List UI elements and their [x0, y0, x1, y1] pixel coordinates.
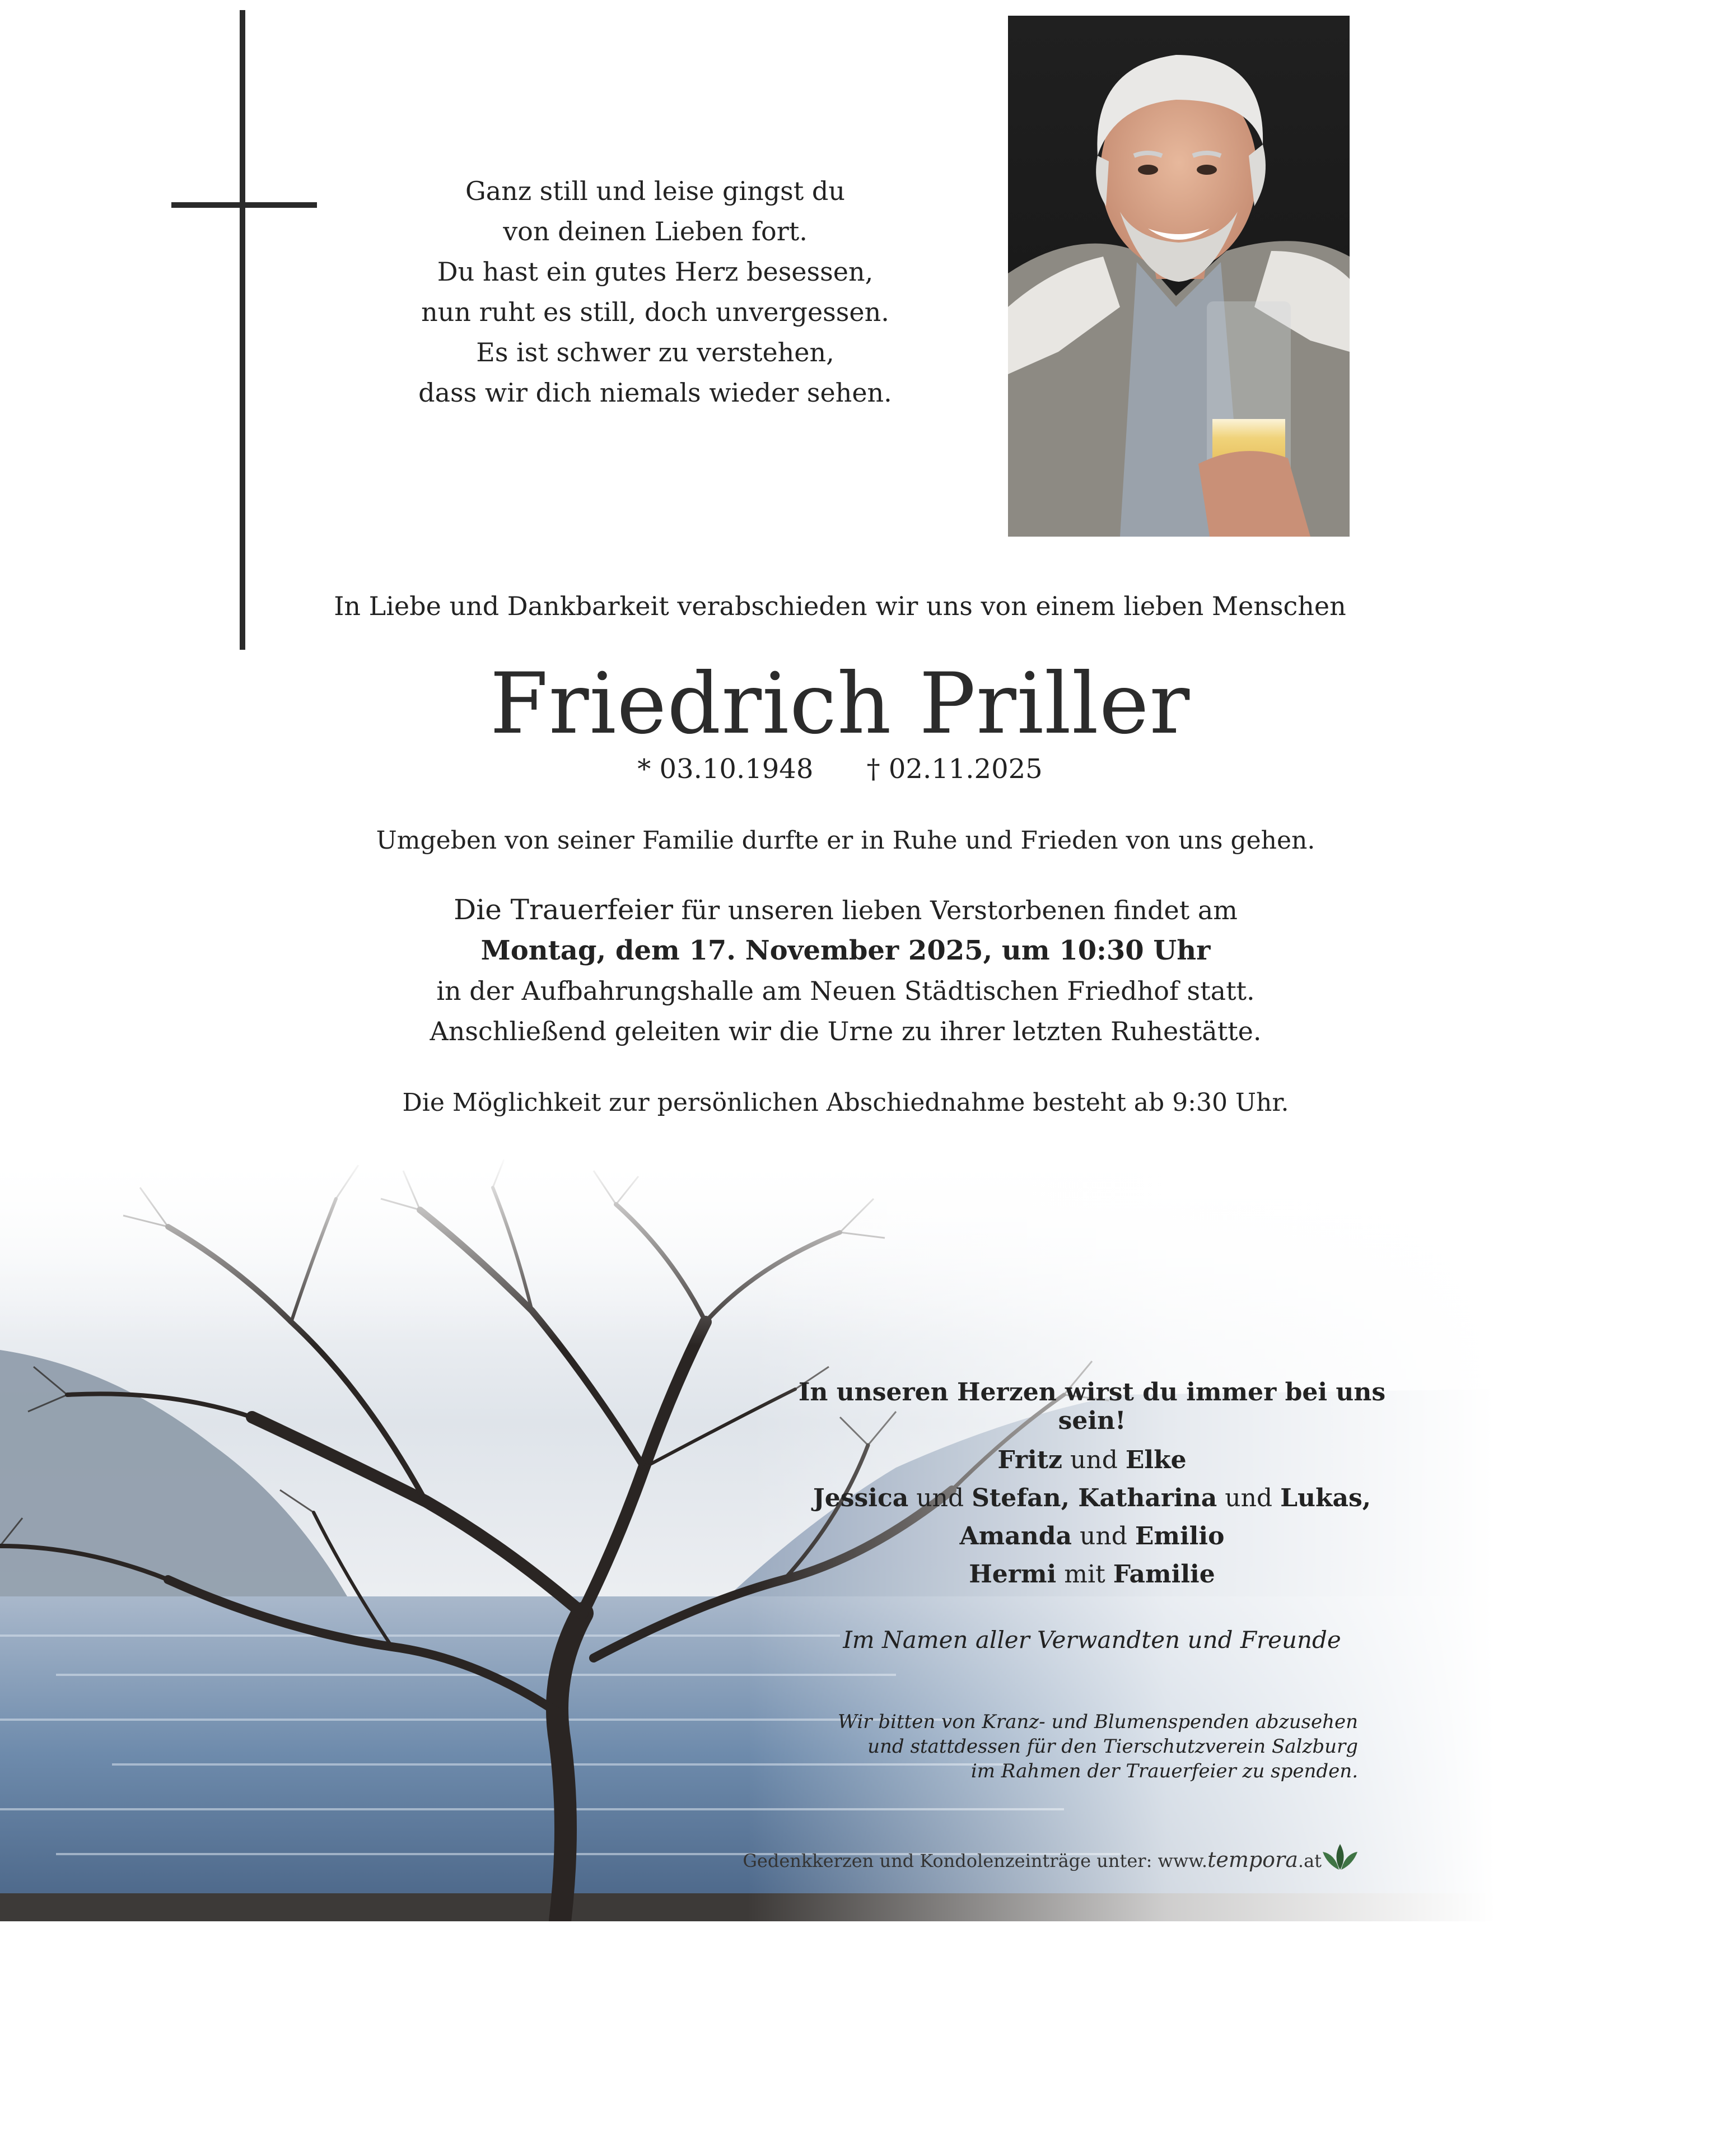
- service-urn-note: Anschließend geleiten wir die Urne zu ihrer letzten Ruhestätte.: [430, 1016, 1262, 1046]
- poem-line: Ganz still und leise gingst du: [465, 176, 845, 206]
- death-date: † 02.11.2025: [866, 753, 1043, 785]
- service-line: [336, 890, 1355, 930]
- mourners-line: [773, 1517, 1411, 1556]
- connector: und: [1072, 1522, 1135, 1550]
- mourners-line: [773, 1441, 1411, 1479]
- connector: und: [1217, 1484, 1281, 1512]
- mourner-name: Jessica: [813, 1484, 909, 1512]
- poem-line: nun ruht es still, doch unvergessen.: [421, 297, 889, 327]
- mourner-name: Fritz: [997, 1446, 1063, 1474]
- life-dates: [560, 753, 1120, 785]
- mourners-line: [773, 1479, 1411, 1517]
- cross-vertical-bar: [240, 10, 245, 650]
- birth-date: * 03.10.1948: [637, 753, 814, 785]
- service-date-line: [336, 930, 1355, 971]
- mourners-list: [773, 1441, 1411, 1594]
- poem-line: Es ist schwer zu verstehen,: [476, 337, 834, 367]
- condolence-footer: [728, 1847, 1322, 1872]
- donation-request: [784, 1710, 1358, 1784]
- connector: mit: [1056, 1560, 1113, 1589]
- mourner-name: Familie: [1113, 1560, 1215, 1589]
- service-lead: Die Trauerfeier: [454, 893, 674, 926]
- mourner-name: Lukas,: [1280, 1484, 1371, 1512]
- mourner-name: Stefan, Katharina: [972, 1484, 1217, 1512]
- donation-line: und stattdessen für den Tierschutzverein Salzburg: [867, 1735, 1358, 1758]
- service-line-rest: für unseren lieben Verstorbenen findet am: [673, 895, 1238, 925]
- mourner-name: Elke: [1125, 1446, 1187, 1474]
- service-location: in der Aufbahrungshalle am Neuen Städtischen Friedhof statt.: [436, 976, 1255, 1006]
- poem: [392, 171, 918, 413]
- mourners-line: [773, 1556, 1411, 1594]
- footer-text: Gedenkkerzen und Kondolenzeinträge unter: www.: [743, 1850, 1208, 1871]
- footer-tld: .at: [1298, 1850, 1322, 1871]
- donation-line: im Rahmen der Trauerfeier zu spenden.: [970, 1760, 1358, 1782]
- mourner-name: Emilio: [1135, 1522, 1225, 1550]
- farewell-note: Die Möglichkeit zur persönlichen Abschiednahme besteht ab 9:30 Uhr.: [402, 1088, 1289, 1117]
- passing-sentence: Umgeben von seiner Familie durfte er in Ruhe und Frieden von uns gehen.: [376, 826, 1315, 855]
- cross-horizontal-bar: [171, 202, 317, 208]
- portrait-photo: [1008, 16, 1350, 537]
- portrait-illustration: [1008, 16, 1350, 537]
- mourner-name: Amanda: [959, 1522, 1072, 1550]
- brand-name[interactable]: tempora: [1207, 1847, 1298, 1872]
- service-date: Montag, dem 17. November 2025, um 10:30 Uhr: [480, 935, 1211, 966]
- on-behalf-line: Im Namen aller Verwandten und Freunde: [843, 1626, 1341, 1654]
- leaf-logo-icon: [1322, 1843, 1359, 1871]
- mourner-name: Hermi: [969, 1560, 1057, 1589]
- intro-text: In Liebe und Dankbarkeit verabschieden wir uns von einem lieben Menschen: [334, 591, 1346, 621]
- closing-line: In unseren Herzen wirst du immer bei uns sein!: [798, 1378, 1386, 1435]
- poem-line: dass wir dich niemals wieder sehen.: [418, 378, 892, 408]
- connector: und: [908, 1484, 972, 1512]
- service-details: [336, 890, 1355, 1051]
- connector: und: [1062, 1446, 1126, 1474]
- poem-line: von deinen Lieben fort.: [503, 216, 808, 246]
- donation-line: Wir bitten von Kranz- und Blumenspenden abzusehen: [837, 1711, 1358, 1733]
- deceased-name: Friedrich Priller: [489, 655, 1191, 753]
- poem-line: Du hast ein gutes Herz besessen,: [437, 257, 874, 287]
